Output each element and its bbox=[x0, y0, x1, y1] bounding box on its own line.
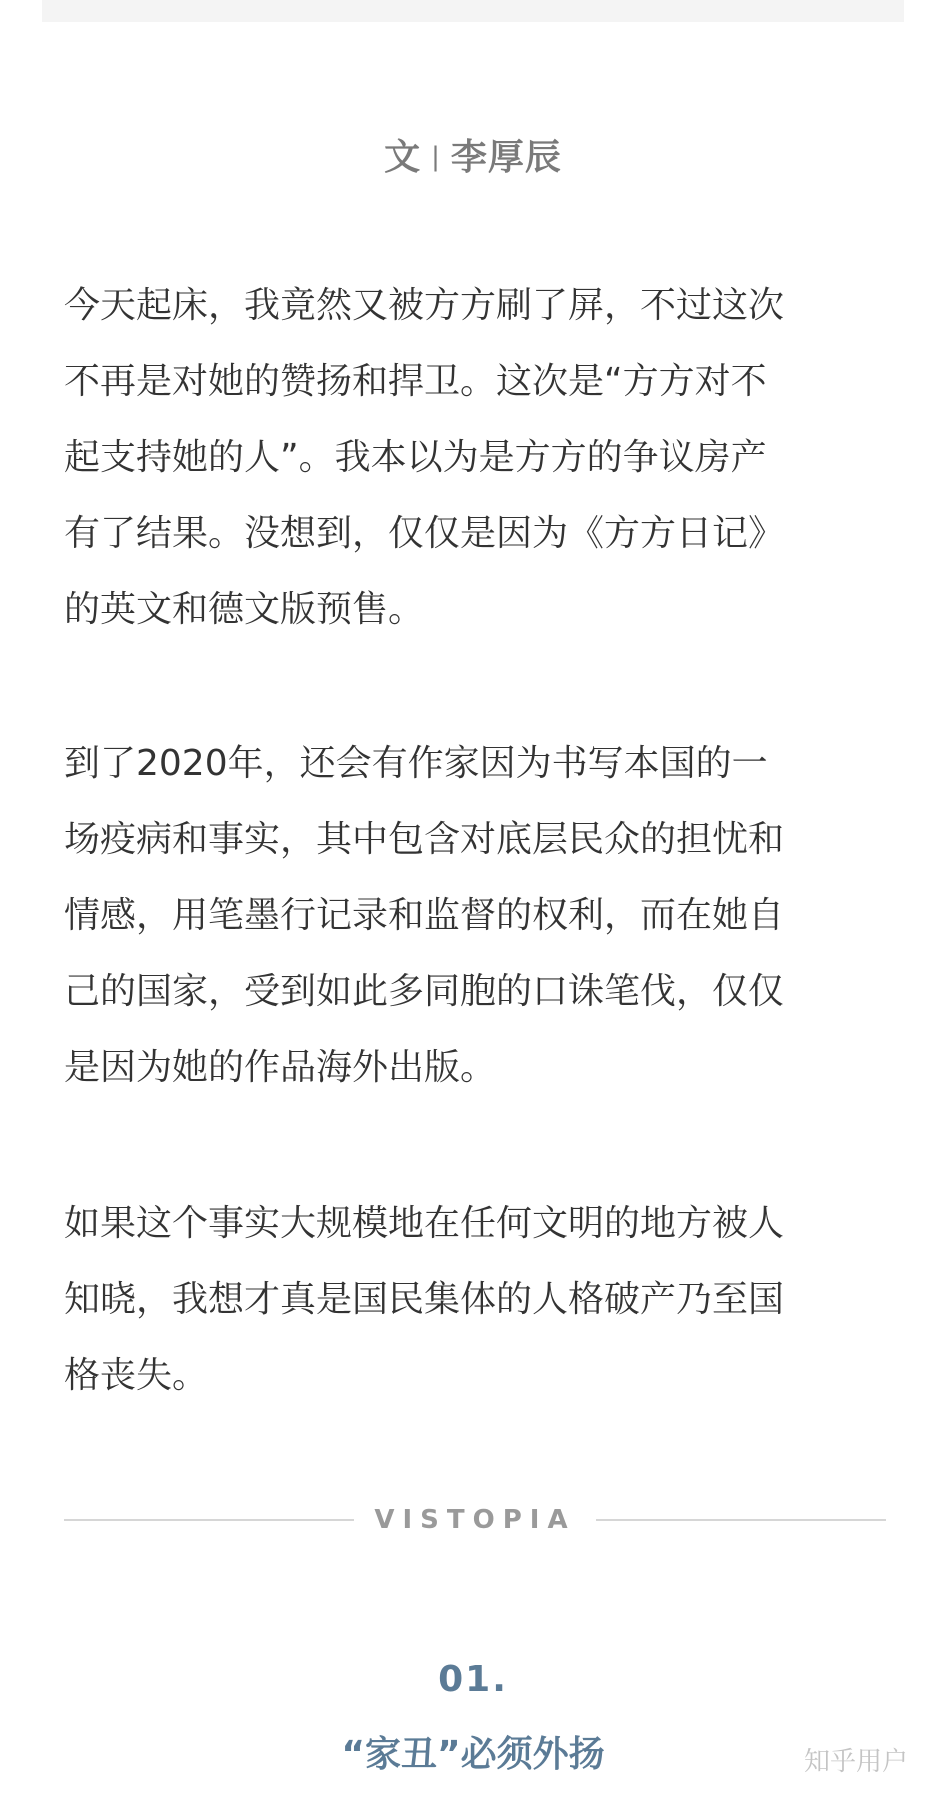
paragraph-line: 的英文和德文版预售。 bbox=[64, 589, 425, 630]
paragraph-line: 起支持她的人”。我本以为是方方的争议房产 bbox=[64, 437, 767, 478]
paragraph-line: 今天起床，我竟然又被方方刷了屏，不过这次 bbox=[64, 285, 785, 326]
article-paragraph-1 bbox=[64, 268, 886, 648]
paragraph-line: 不再是对她的赞扬和捍卫。这次是“方方对不 bbox=[64, 361, 767, 402]
paragraph-line: 己的国家，受到如此多同胞的口诛笔伐，仅仅 bbox=[64, 971, 785, 1012]
top-banner-edge bbox=[42, 0, 904, 22]
divider-label: VISTOPIA bbox=[374, 1505, 576, 1535]
paragraph-line: 知晓，我想才真是国民集体的人格破产乃至国 bbox=[64, 1279, 785, 1320]
paragraph-line: 格丧失。 bbox=[64, 1355, 209, 1396]
divider-rule-right bbox=[596, 1519, 886, 1521]
zhihu-watermark: 知乎用户 bbox=[804, 1747, 909, 1777]
article-paragraph-2 bbox=[64, 726, 886, 1106]
section-title: “家丑”必须外扬 bbox=[341, 1734, 605, 1775]
byline-prefix: 文 bbox=[384, 137, 422, 178]
article-byline bbox=[0, 132, 946, 183]
paragraph-line: 场疫病和事实，其中包含对底层民众的担忧和 bbox=[64, 819, 785, 860]
paragraph-line: 有了结果。没想到，仅仅是因为《方方日记》 bbox=[64, 513, 785, 554]
section-divider bbox=[64, 1500, 886, 1540]
byline-author: 李厚辰 bbox=[450, 137, 562, 178]
section-number: 01. bbox=[438, 1659, 508, 1700]
paragraph-line: 如果这个事实大规模地在任何文明的地方被人 bbox=[64, 1203, 785, 1244]
paragraph-line: 是因为她的作品海外出版。 bbox=[64, 1047, 497, 1088]
paragraph-line: 到了2020年，还会有作家因为书写本国的一 bbox=[64, 743, 768, 784]
byline-separator: | bbox=[431, 142, 441, 172]
article-paragraph-3 bbox=[64, 1186, 886, 1414]
paragraph-line: 情感，用笔墨行记录和监督的权利，而在她自 bbox=[64, 895, 785, 936]
